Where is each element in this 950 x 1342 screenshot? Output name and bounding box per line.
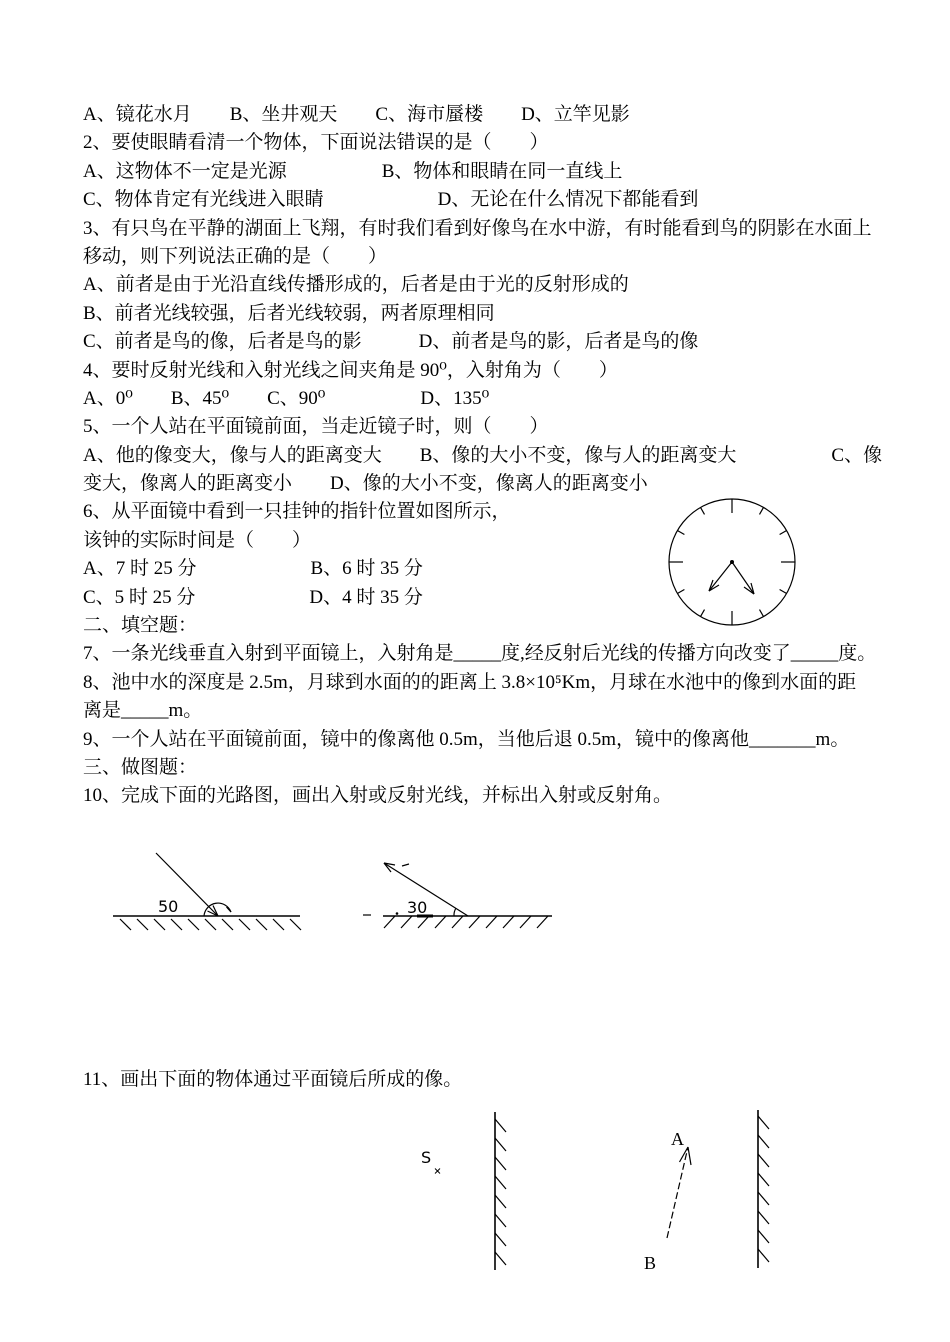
text-line: 二、填空题： (83, 615, 198, 637)
point-marker (435, 1169, 440, 1174)
mirror-arrow-ab-figure (630, 1105, 780, 1285)
hatch-marks (384, 916, 548, 928)
ray-diagram-30 (355, 845, 575, 940)
text-line: A、7 时 25 分 B、6 时 35 分 (83, 558, 423, 580)
text-line: 9、一个人站在平面镜前面，镜中的像离他 0.5m，当他后退 0.5m，镜中的像离他_______m。 (83, 728, 850, 750)
text-line: 11、画出下面的物体通过平面镜后所成的像。 (83, 1069, 463, 1091)
text-line: 6、从平面镜中看到一只挂钟的指针位置如图所示， (83, 501, 511, 523)
clock-hand-lower-right (732, 562, 754, 594)
text-line: A、前者是由于光沿直线传播形成的，后者是由于光的反射形成的 (83, 274, 629, 296)
text-line: A、0⁰ B、45⁰ C、90⁰ D、135⁰ (83, 387, 490, 409)
text-line: B、前者光线较强，后者光线较弱，两者原理相同 (83, 302, 495, 324)
text-line (83, 811, 950, 839)
angle-arc (454, 908, 456, 916)
text-line: 4、要时反射光线和入射光线之间夹角是 90⁰，入射角为（ ） (83, 359, 618, 381)
text-line (83, 981, 950, 1009)
text-line: A、镜花水月 B、坐井观天 C、海市蜃楼 D、立竿见影 (83, 104, 630, 125)
text-line: 三、做图题： (83, 756, 198, 778)
text-line: 该钟的实际时间是（ ） (83, 529, 312, 551)
text-line: C、5 时 25 分 D、4 时 35 分 (83, 586, 423, 608)
text-line: 变大，像离人的距离变小 D、像的大小不变，像离人的距离变小 (83, 473, 648, 495)
text-line (83, 1038, 950, 1066)
text-line: 10、完成下面的光路图，画出入射或反射光线，并标出入射或反射角。 (83, 785, 673, 807)
text-line: 8、池中水的深度是 2.5m，月球到水面的的距离上 3.8×10⁵Km，月球在水池中的像到水面的距 (83, 671, 857, 693)
hatch-marks (495, 1119, 506, 1265)
text-line: 7、一条光线垂直入射到平面镜上，入射角是_____度,经反射后光线的传播方向改变了_____度。 (83, 643, 877, 665)
label-a: A (671, 1129, 684, 1149)
text-line: C、物体肯定有光线进入眼睛 D、无论在什么情况下都能看到 (83, 189, 699, 211)
hatch-marks (120, 919, 301, 930)
clock-figure (664, 494, 804, 634)
dot-mark (396, 912, 399, 915)
clock-face (664, 494, 804, 634)
text-line: 5、一个人站在平面镜前面，当走近镜子时，则（ ） (83, 416, 549, 438)
text-line: A、这物体不一定是光源 B、物体和眼睛在同一直线上 (83, 160, 623, 182)
text-line: 3、有只鸟在平静的湖面上飞翔，有时我们看到好像鸟在水中游，有时能看到鸟的阴影在水面上 (83, 217, 872, 239)
hatch-marks (758, 1116, 769, 1262)
text-block (83, 101, 950, 1095)
text-line: C、前者是鸟的像，后者是鸟的影 D、前者是鸟的影，后者是鸟的像 (83, 331, 699, 353)
text-line: 移动，则下列说法正确的是（ ） (83, 245, 388, 267)
clock-hand-lower-left (709, 562, 732, 591)
angle-label: 30 (407, 898, 428, 917)
text-line: 2、要使眼睛看清一个物体，下面说法错误的是（ ） (83, 132, 549, 154)
arrow-ab (667, 1147, 691, 1238)
mirror-point-s-figure (405, 1105, 535, 1280)
text-line (83, 953, 950, 981)
label-b: B (644, 1253, 657, 1273)
text-line: A、他的像变大，像与人的距离变大 B、像的大小不变，像与人的距离变大 C、像 (83, 444, 883, 466)
point-s-label: S (421, 1148, 432, 1167)
angle-label: 50 (158, 897, 179, 916)
text-line: 离是_____m。 (83, 700, 203, 722)
text-line (83, 1010, 950, 1038)
ray-diagram-50 (100, 840, 320, 940)
